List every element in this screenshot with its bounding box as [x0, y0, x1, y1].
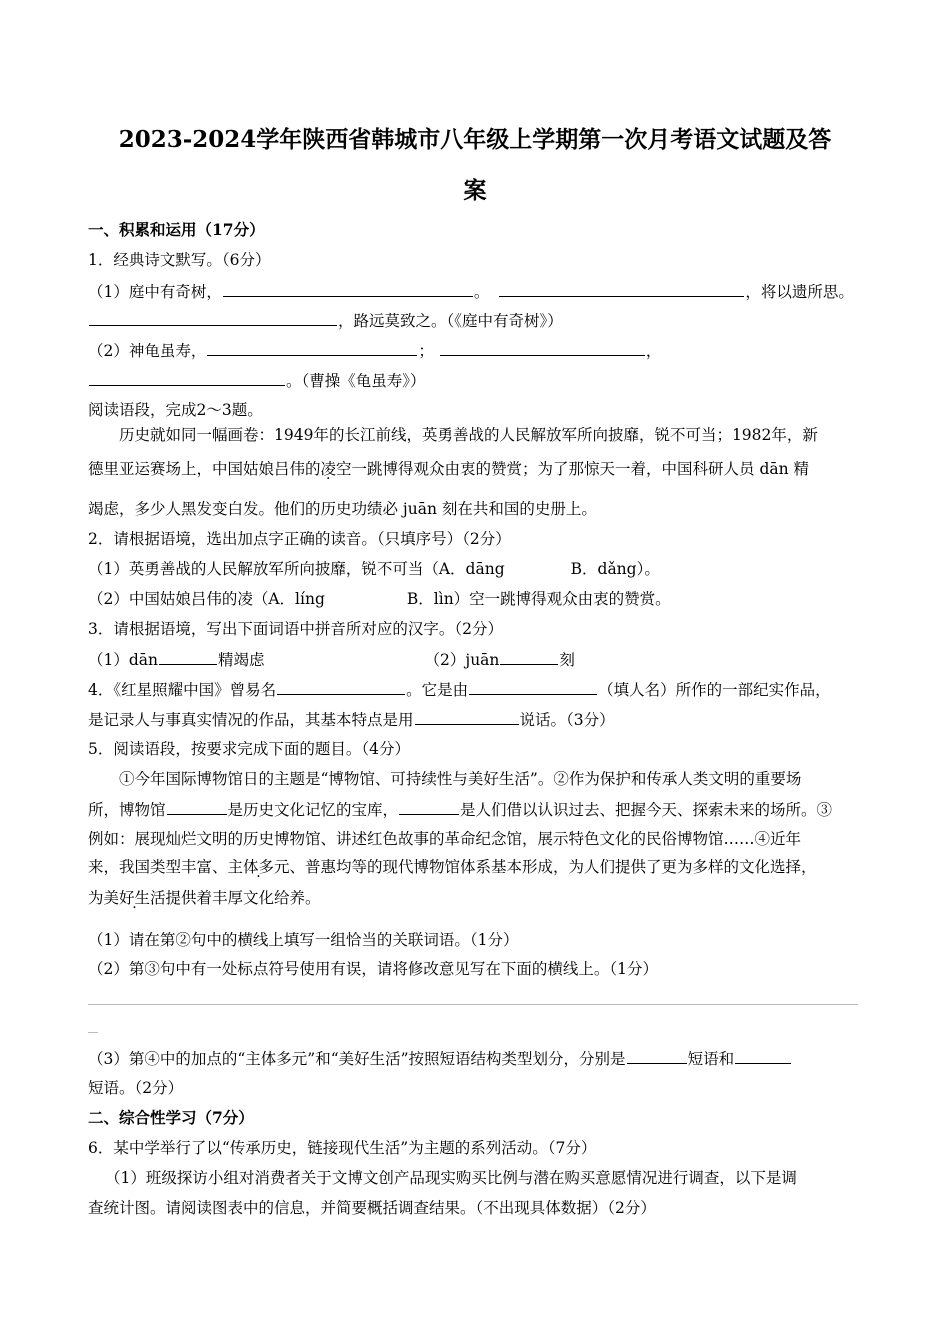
text-segment: 。（曹操《龟虽寿》）	[286, 372, 426, 390]
answer-blank[interactable]	[89, 369, 285, 386]
text-segment: 德里亚运赛场上，中国姑娘吕伟的	[88, 460, 321, 478]
question-option-line	[88, 558, 868, 580]
text-segment: 刻	[559, 651, 575, 669]
text-segment: （填人名）所作的一部纪实作品，	[598, 681, 831, 699]
answer-blank[interactable]	[399, 798, 459, 815]
text-segment: 是记录人与事真实情况的作品，其基本特点是用	[88, 711, 414, 729]
text-segment: （1）dān	[88, 651, 159, 669]
text-segment: 4．《红星照耀中国》曾易名	[88, 681, 277, 699]
question-stem: 2．请根据语境，选出加点字正确的读音。（只填序号）（2分）	[88, 530, 511, 548]
sub-question: （2）第③句中有一处标点符号使用有误，请将修改意见写在下面的横线上。（1分）	[88, 960, 658, 978]
answer-blank[interactable]	[500, 648, 558, 665]
answer-blank[interactable]	[89, 309, 337, 326]
dotted-character: 凌	[320, 460, 337, 478]
answer-blank[interactable]	[207, 339, 417, 356]
text-segment: 是人们借以认识过去、把握今天、探索未来的场所。③	[460, 801, 833, 819]
sub-question	[88, 1047, 868, 1070]
sub-question-continued: 查统计图。请阅读图表中的信息，并简要概括调查结果。（不出现具体数据）（2分）	[88, 1199, 656, 1217]
reading-paragraph-line: 竭虑，多少人黑发变白发。他们的历史功绩必 juān 刻在共和国的史册上。	[88, 500, 597, 518]
option-text: B．dǎng）。	[570, 560, 660, 578]
answer-blank[interactable]	[469, 678, 597, 695]
text-segment: （2）神龟虽寿，	[88, 342, 207, 360]
text-segment: 说话。（3分）	[519, 711, 615, 729]
text-segment: （1）庭中有奇树，	[88, 283, 222, 301]
text-segment: 、普惠均等的现代博物馆体系基本形成，为人们提供了更为多样的文化选择，	[289, 858, 817, 876]
passage-line: 例如：展现灿烂文明的历史博物馆、讲述红色故事的革命纪念馆，展示特色文化的民俗博物馆……④近年	[88, 830, 802, 848]
reading-paragraph-line: 历史就如同一幅画卷：1949年的长江前线，英勇善战的人民解放军所向披靡，锐不可当；1982年，新	[119, 426, 818, 444]
option-text: （1）英勇善战的人民解放军所向披靡，锐不可当（A．dāng	[88, 560, 505, 578]
answer-blank[interactable]	[415, 708, 519, 725]
answer-blank[interactable]	[627, 1047, 687, 1064]
answer-blank[interactable]	[440, 339, 645, 356]
passage-line: ①今年国际博物馆日的主题是“博物馆、可持续性与美好生活”。②作为保护和传承人类文明的重要场	[119, 770, 802, 788]
question-option-line	[88, 588, 868, 610]
reading-paragraph-line	[88, 458, 868, 480]
passage-line	[88, 798, 868, 821]
text-segment: ，	[645, 342, 662, 360]
question-line	[88, 369, 868, 392]
text-segment: （2）juān	[424, 651, 500, 669]
answer-blank[interactable]	[735, 1047, 791, 1064]
answer-blank[interactable]	[499, 280, 744, 297]
dotted-phrase: 美好生活	[103, 889, 166, 907]
question-line	[88, 339, 868, 362]
text-segment: （3）第④中的加点的“主体多元”和“美好生活”按照短语结构类型划分，分别是	[88, 1050, 626, 1068]
sub-question-continued: 短语。（2分）	[88, 1079, 184, 1097]
dotted-phrase: 主体多元	[227, 858, 290, 876]
text-segment: ；	[418, 342, 434, 360]
page-title: 2023-2024学年陕西省韩城市八年级上学期第一次月考语文试题及答	[118, 126, 832, 153]
section-heading: 二、综合性学习（7分）	[88, 1108, 254, 1127]
answer-line[interactable]	[88, 1004, 858, 1005]
text-segment: 。	[473, 283, 490, 301]
answer-blank[interactable]	[167, 798, 227, 815]
text-segment: 短语和	[687, 1050, 735, 1068]
answer-blank[interactable]	[277, 678, 405, 695]
question-line	[88, 708, 868, 731]
reading-intro: 阅读语段，完成2～3题。	[88, 401, 263, 419]
page-title-continued: 案	[463, 177, 487, 204]
question-stem: 3．请根据语境，写出下面词语中拼音所对应的汉字。（2分）	[88, 620, 503, 638]
question-line	[88, 678, 868, 701]
text-segment: 。它是由	[406, 681, 469, 699]
sub-question: （1）班级探访小组对消费者关于文博文创产品现实购买比例与潜在购买意愿情况进行调查，以下是调	[105, 1169, 797, 1187]
passage-line	[88, 887, 868, 909]
text-segment: 提供着丰厚文化给养。	[165, 889, 321, 907]
question-stem: 5．阅读语段，按要求完成下面的题目。（4分）	[88, 740, 410, 758]
text-segment: ，路远莫致之。（《庭中有奇树》）	[338, 312, 563, 330]
question-line	[88, 648, 868, 671]
text-segment: ，将以遗所思。	[745, 283, 854, 301]
text-segment: 精竭虑	[218, 651, 265, 669]
option-text: B．lìn）空一跳博得观众由衷的赞赏。	[406, 590, 671, 608]
text-segment: 所，博物馆	[88, 801, 166, 819]
answer-line[interactable]	[88, 1032, 98, 1033]
option-text: （2）中国姑娘吕伟的凌（A．líng	[88, 590, 325, 608]
question-stem: 6．某中学举行了以“传承历史，链接现代生活”为主题的系列活动。（7分）	[88, 1139, 597, 1157]
answer-blank[interactable]	[223, 280, 473, 297]
question-line	[88, 309, 868, 332]
text-segment: 为	[88, 889, 104, 907]
text-segment: 空一跳博得观众由衷的赞赏；为了那惊天一着，中国科研人员 dān 精	[336, 460, 810, 478]
sub-question: （1）请在第②句中的横线上填写一组恰当的关联词语。（1分）	[88, 931, 519, 949]
section-heading: 一、积累和运用（17分）	[88, 220, 265, 239]
text-segment: 是历史文化记忆的宝库，	[227, 801, 399, 819]
question-stem: 1．经典诗文默写。（6分）	[88, 251, 271, 269]
passage-line	[88, 856, 868, 878]
answer-blank[interactable]	[159, 648, 217, 665]
question-line	[88, 280, 868, 303]
text-segment: 来，我国类型丰富、	[88, 858, 228, 876]
